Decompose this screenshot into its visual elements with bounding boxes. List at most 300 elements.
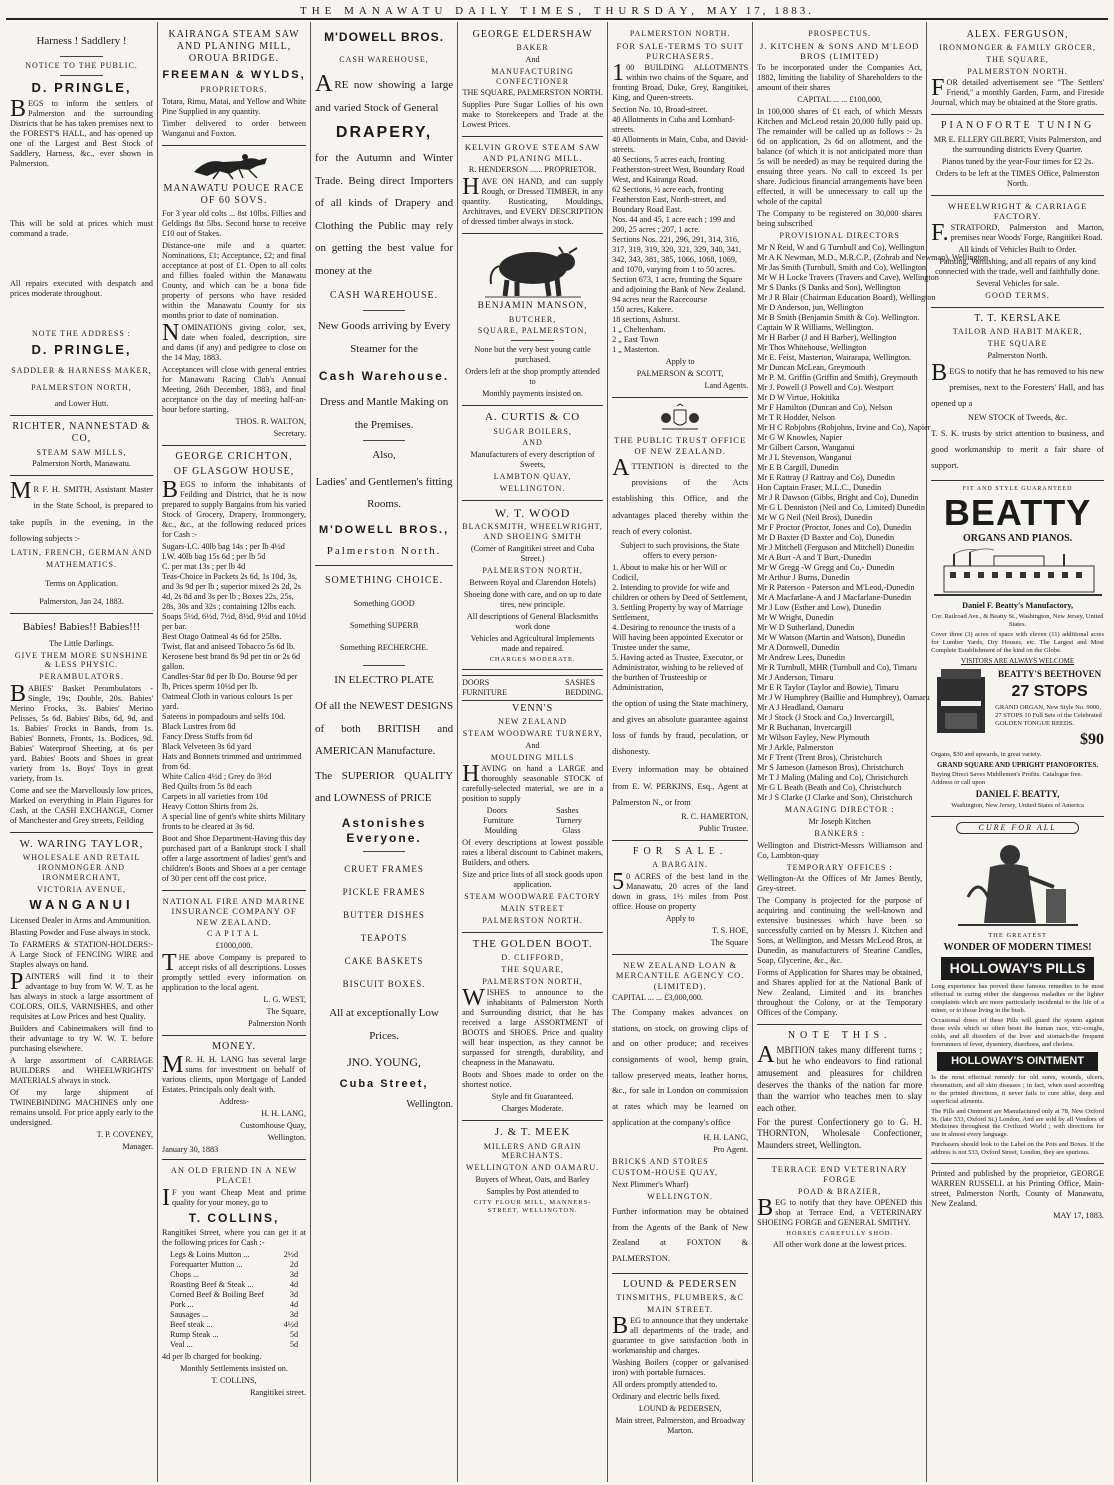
meat-price-row <box>162 1320 306 1330</box>
director-name: Mr T J Maling (Maling and Co), Christchurch <box>757 773 908 783</box>
ad-text: New Goods arriving by Every Steamer for the <box>317 320 451 355</box>
ad-kelvin-grove <box>462 137 603 234</box>
ad-maker: Daniel F. Beatty's Manufactory, <box>962 601 1074 611</box>
ad-town: Wellington. <box>406 1099 454 1111</box>
divider <box>363 310 404 311</box>
meat-price-cell: Rump Steak ... <box>170 1330 219 1340</box>
coat-of-arms-icon <box>658 404 702 432</box>
director-name: Mr R Turnbull, MHR (Turnbull and Co), Timaru <box>757 663 917 673</box>
ad-text: Orders left at the shop promptly attended to <box>465 367 600 387</box>
ad-town: Palmerston North <box>248 1018 307 1028</box>
ad-body: 100 BUILDING ALLOTMENTS within two chains of the Square, and fronting Broad, Duke, Grey, Rangitikei, King, and Queen-streets. <box>612 60 749 103</box>
ad-title: OF GLASGOW HOUSE, <box>173 465 295 477</box>
ad-cell: FURNITURE <box>462 688 507 698</box>
ad-body: THE above Company is prepared to accept risks of all descriptions. Losses promptly settled every information on application to the local agent. <box>162 949 307 992</box>
ad-title: AN OLD FRIEND IN A NEW PLACE! <box>170 1165 298 1186</box>
ad-text: Of all the NEWEST DESIGNS of both BRITISH and AMERICAN Manufacture. <box>315 700 454 758</box>
meat-price-cell: Veal ... <box>170 1340 193 1350</box>
column-1 <box>6 22 158 1482</box>
director-name: Mr J S Clarke (J Clarke and Son), Christchurch <box>757 793 913 803</box>
meat-price-row <box>162 1290 306 1300</box>
ad-factory: STEAM WOODWARE FACTORY <box>464 892 601 902</box>
director-name: Mr D Anderson, jun, Wellington <box>757 303 864 313</box>
column-3 <box>311 22 458 1482</box>
meat-price-cell: 5d <box>289 1330 299 1340</box>
meat-price-cell: 3d <box>289 1270 299 1280</box>
ad-sign: R. HENDERSON ...... PROPRIETOR. <box>468 165 597 175</box>
ad-note-this <box>757 1025 922 1158</box>
ad-terms: GOOD TERMS. <box>985 291 1050 301</box>
goods-cell: Doors <box>486 806 507 816</box>
ad-sub: GIVE THEM MORE SUNSHINE & LESS PHYSIC. <box>14 650 149 670</box>
ad-addr: The Square, <box>266 1006 307 1016</box>
ad-text: The Pills and Ointment are Manufactured only at 78, New Oxford St. (late 533, Oxford St.) London, And are sold by all Vendors of Medicines throughout the Civilized World ; with directions for use in almost every language. <box>931 1107 1104 1139</box>
price-list-item: Fancy Dress Stuffs from 6d <box>162 732 253 742</box>
plate-item: CRUET FRAMES <box>344 864 424 875</box>
ad-body: FOR detailed advertisement see "The Settlers' Friend," a monthly Garden, Farm, and Fireside Journal, which may be obtained at the Store gratis. <box>931 75 1104 108</box>
imprint <box>931 1164 1104 1227</box>
meat-price-row <box>162 1270 306 1280</box>
ad-addr: Cuba Street, <box>339 1077 429 1090</box>
ad-addr: Between Royal and Clarendon Hotels) <box>469 577 596 587</box>
ad-organ-text <box>991 667 1104 751</box>
ad-town: WANGANUI <box>29 897 134 913</box>
ad-town: PALMERSTON NORTH. <box>482 915 583 925</box>
ad-goods-table <box>462 806 603 836</box>
ad-header-table <box>462 675 603 701</box>
ad-text: Shoeing done with care, and on up to date tires, new principle. <box>463 589 602 609</box>
ad-title: J. KITCHEN & SONS AND M'LEOD BROS (LIMITED) <box>759 40 920 62</box>
ad-mdowell <box>315 24 453 566</box>
ad-body: BEG to notify that they have OPENED this shop at Terrace End, a VETERINARY SHOEING FORGE and GENERAL SMITHY. <box>757 1195 923 1228</box>
price-list-item: Bed Quilts from 5s 8d each <box>162 782 252 792</box>
ad-town: Palmerston North. <box>326 545 442 558</box>
ad-kerslake <box>931 308 1104 481</box>
ad-text: Acceptances will close with general entries for Manawatu Racing Club's Annual Meeting, 26th December, 1883, and final acceptance on the day of meeting half-an-hour before starting. <box>162 365 307 415</box>
ad-body: To be incorporated under the Companies Act, 1882, limiting the liability of Shareholders to the amount of their shares <box>757 63 923 93</box>
meat-price-cell: 4d <box>289 1280 299 1290</box>
ad-title: RICHTER, NANNESTAD & CO, <box>12 421 151 445</box>
director-name: Mr E R Taylor (Taylor and Bowie), Timaru <box>757 683 899 693</box>
ad-body: BABIES' Basket Perambulators - Single, 19s; Double, 20s. Babies' Merino Frocks, 3s. Babies' Merino Pelisses, 5s 6d. Babies' Bibs, 6d, 9d, and 1s. Babies' Frocks in Bands, from 1s. Babies' Bonnets, Fronts, 1s. Bodices, 9d. Babies' Waterproof Sheeting, at 6s per yard. Babies' Boots and Shoes in great variety from 1s. Boys' Toys in great variety, from 1s. <box>10 680 154 783</box>
director-name: Mr E B Cargill, Dunedin <box>757 463 839 473</box>
meat-price-list <box>162 1250 306 1350</box>
meat-price-cell: 3d <box>289 1290 299 1300</box>
ad-body: MR E. ELLERY GILBERT, Visits Palmerston, and the surrounding districts Every Quarter. <box>933 134 1102 154</box>
ad-sub: MILLERS AND GRAIN MERCHANTS. <box>483 1141 582 1161</box>
ad-sub: SUGAR BOILERS, <box>493 426 572 436</box>
ad-directors: PROVISIONAL DIRECTORS <box>779 231 900 241</box>
ad-body: BEGS to inform the settlers of Palmerston and the surrounding Districts that he has taken premises next to the FOREST'S HALL, and has opened up one of the Largest and Best Stock of Saddlery, Harness, &c., ever shown in Palmerston. <box>10 96 154 169</box>
ad-sign: T. COLLINS, <box>211 1376 257 1386</box>
beatty-logo: BEATTY <box>943 491 1092 533</box>
ad-title: FOR SALE. <box>632 845 728 857</box>
ad-great: THE GREATEST <box>988 931 1047 939</box>
ad-text: Buyers of Wheat, Oats, and Barley <box>475 1174 590 1184</box>
ad-addr: Address- <box>219 1097 249 1107</box>
ad-manson <box>462 234 603 406</box>
ad-text: Orders to be left at the TIMES Office, Palmerston North. <box>935 168 1100 188</box>
divider <box>363 665 404 666</box>
ad-bankers: BANKERS : <box>814 828 865 838</box>
director-name: Mr W G Neil (Neil Bros), Dunedin <box>757 513 873 523</box>
ad-town: PALMERSTON NORTH, <box>482 565 583 575</box>
director-name: Mr P. M. Griffin (Griffin and Smith), Greymouth <box>757 373 918 383</box>
ad-model: BEATTY'S BEETHOVEN <box>998 669 1102 680</box>
column-4 <box>458 22 608 1482</box>
plate-item: BISCUIT BOXES. <box>342 979 426 989</box>
director-name: Mr J Stock (J Stock and Co,) Invercargill, <box>757 713 895 723</box>
ad-cure: CURE FOR ALL <box>956 822 1079 834</box>
goods-row <box>462 826 603 836</box>
meat-price-cell: Forequarter Mutton ... <box>170 1260 243 1270</box>
ad-richter <box>10 416 153 476</box>
ad-name: GEORGE CRICHTON, <box>175 451 293 463</box>
director-name: Mr Duncan McLean, Greymouth <box>757 363 866 373</box>
ad-text: Vehicles and Agricultural Implements made and repaired. <box>470 633 595 653</box>
price-list-item: C. per mat 13s ; per lb 4d <box>162 562 246 572</box>
ad-title: MONEY. <box>212 1040 256 1052</box>
ad-subject: LATIN, FRENCH, GERMAN AND <box>10 547 153 557</box>
director-name: Mr A K Newman, M.D., M.R.C.P., (Zohrab and Newman), Wellington <box>757 253 989 263</box>
ad-text: The Company is projected for the purpose of acquiring and continuing the well-known and extensive businesses which have been so successfully carried on by Messrs J. Kitchen and Sons, at Wellington, and Messrs McLeod Bros, at Dunedin, as manufacturers of Stearine Candles, Soap, Glycerine, &c., &c. <box>757 896 923 966</box>
ad-text: Dress and Mantle Making on the Premises. <box>319 396 449 431</box>
ad-role: Land Agents. <box>704 381 749 391</box>
racehorse-illustration <box>189 152 279 180</box>
ad-role: Manager. <box>122 1142 154 1152</box>
director-name: Mr W Wright, Dunedin <box>757 613 834 623</box>
ad-amount: £1000,000. <box>215 940 253 950</box>
ad-street: MAIN STREET <box>500 904 565 914</box>
trust-option: 2. Intending to provide for wife and children or others by Deed of Settlement, <box>612 582 748 602</box>
ad-text: All other work done at the lowest prices. <box>773 1240 907 1250</box>
ad-addr: WELLINGTON AND OAMARU. <box>466 1163 600 1173</box>
meat-price-cell: 2d <box>289 1260 299 1270</box>
meat-price-cell: 2½d <box>283 1250 299 1260</box>
ad-holloway <box>931 817 1104 1164</box>
ad-text: Also, <box>372 449 396 462</box>
section-item: Section No. 10, Broad-street. <box>612 105 708 115</box>
ad-text: All repairs executed with despatch and prices moderate throughout. <box>10 279 154 299</box>
ad-text: NOMINATIONS giving color, sex, date when foaled, description, sire and dams (if any) and pedigree to close on the 14 May, 1883. <box>162 320 307 363</box>
section-item: 1 „ Cheltenham. <box>612 325 666 335</box>
ad-electro-plate <box>315 566 453 1118</box>
ad-name: T. T. KERSLAKE <box>974 313 1061 325</box>
ad-for-sale <box>612 841 748 955</box>
director-name: Mr B Smith (Benjamin Smith & Co). Wellington. <box>757 313 920 323</box>
price-list-item: Black Lustres from 8d <box>162 722 236 732</box>
ad-sub: STEAM SAW MILLS, <box>36 447 127 457</box>
meat-price-cell: 4½d <box>283 1320 299 1330</box>
ad-title: KELVIN GROVE STEAM SAW AND PLANING MILL. <box>464 142 601 163</box>
ad-sub: The Little Darlings. <box>49 638 114 648</box>
ad-sub: A BARGAIN. <box>652 860 709 870</box>
ad-body: IF you want Cheap Meat and prime quality for your money, go to <box>162 1184 307 1211</box>
ad-name: ALEX. FERGUSON, <box>966 29 1069 40</box>
ad-text: Pianos tuned by the year-Four times for £2 2s. <box>941 156 1094 166</box>
ad-sub: MANUFACTURING CONFECTIONER <box>491 66 574 86</box>
column-2 <box>158 22 311 1482</box>
ad-text: Samples by Post attended to <box>486 1186 579 1196</box>
director-name: Mr Andrew Lees, Dunedin <box>757 653 845 663</box>
ad-title: VENN'S <box>512 702 554 714</box>
ad-addr: THE SQUARE, <box>986 54 1049 64</box>
plate-item: TEAPOTS <box>360 933 408 944</box>
ad-text: Painting, Varnishing, and all repairs of any kind connected with the trade, well and faithfully done. <box>935 257 1100 277</box>
ad-addr: VICTORIA AVENUE, <box>36 884 127 894</box>
ad-title: FOR SALE-TERMS TO SUIT PURCHASERS. <box>616 40 744 62</box>
ad-title: TERRACE END VETERINARY FORGE <box>771 1163 908 1185</box>
ad-text: Of every descriptions at lowest possible rates a liberal discount to Cabinet makers, Builders, and others. <box>462 838 604 868</box>
ad-eldershaw <box>462 24 603 137</box>
ad-text: All descriptions of General Blacksmiths work done <box>466 611 599 631</box>
section-item: 40 Allotments in Cuba and Lombard-streets. <box>612 115 735 135</box>
ad-sign: M'DOWELL BROS., <box>318 523 450 536</box>
ad-title: M'DOWELL BROS. <box>324 30 445 44</box>
ad-and: And <box>525 740 540 750</box>
ad-text: Every information may be obtained from E. W. PERKINS, Esq., Agent at Palmerston N., or from <box>612 764 749 807</box>
ad-addr: LAMBTON QUAY, <box>493 472 572 482</box>
ad-ferguson <box>931 24 1104 115</box>
masthead <box>6 4 1108 20</box>
director-name: Mr A Macfarlane-A and J Macfarlane-Dunedin <box>757 593 912 603</box>
ad-text: Is the most effectual remedy for old sores, wounds, ulcers, rheumatism, and all skin diseases ; in fact, when used according to the printed directions, it never fails to cure alike, deep and superficial ailments. <box>931 1073 1104 1105</box>
ad-body: ATTENTION is directed to the provisions of the Acts establishing this Office, and the advantages placed thereby within the reach of every colonist. <box>612 455 749 536</box>
goods-row <box>462 806 603 816</box>
ad-sign: T. P. COVENEY, <box>96 1130 154 1140</box>
meat-price-row <box>162 1310 306 1320</box>
ad-title: LOUND & PEDERSEN <box>622 1278 738 1290</box>
ad-sub: PERAMBULATORS. <box>39 672 124 682</box>
ad-addr: Main street, Palmerston, and Broadway Marton. <box>615 1416 745 1436</box>
ad-name: D. PRINGLE, <box>31 341 132 357</box>
director-name: Mr J Anderson, Timaru <box>757 673 834 683</box>
ad-text: Boot and Shoe Department-Having this day purchased part of a Bankrupt stock I shall offer a large assortment of ladies' gent's and children's Boots and Shoes at a per centage of 30 per cent off the cost price. <box>162 834 307 884</box>
ad-title: PIANOFORTE TUNING <box>940 120 1095 132</box>
ad-sign: PALMERSON & SCOTT, <box>636 369 724 379</box>
ad-body: Supplies Pure Sugar Lollies of his own make to Storekeepers and Trade at the Lowest Prices. <box>462 100 604 130</box>
trust-option: 3. Settling Property by way of Marriage Settlement, <box>612 602 743 622</box>
goods-cell: Furniture <box>483 816 514 826</box>
ad-body: The Company makes advances on stations, on stock, on growing clips of and on other produce; and receives consignments of wool, hemp grain, tallow preserved meats, leather horns, &c., for sale in London on commission at rates which may be learned on application at the company's office <box>612 1006 749 1127</box>
ad-title: J. & T. MEEK <box>494 1126 571 1139</box>
ad-sub: BLACKSMITH, WHEELWRIGHT, AND SHOEING SMITH <box>462 522 603 542</box>
ad-text: CITY FLOUR MILL, MANNERS-STREET, WELLINGTON. <box>473 1198 592 1214</box>
director-name: Mr E. Feist, Masterton, Wairarapa, Wellington. <box>757 353 912 363</box>
ad-body: ARE now showing a large and varied Stock of General <box>315 71 454 114</box>
ad-body: BEGS to inform the inhabitants of Feilding and District, that he is now prepared to supply Bargains from his varied Stock of Grocery, Drapery, Ironmongery, &c., &c., at the following reduced prices for Cash :- <box>162 477 307 540</box>
meat-price-row <box>162 1340 306 1350</box>
ad-title: W. T. WOOD <box>494 505 571 520</box>
divider <box>60 75 103 76</box>
ad-sub: BAKER <box>516 43 549 53</box>
ad-sign: H. H. LANG, <box>703 1132 749 1142</box>
ad-sign: LOUND & PEDERSEN, <box>638 1404 722 1414</box>
goods-cell: Turnery <box>555 816 582 826</box>
director-name: Mr S Jameson (Jameson Bros), Christchurch <box>757 763 904 773</box>
hygieia-illustration <box>958 837 1078 929</box>
ad-text: Timber delivered to order between Wanganui and Foxton. <box>162 118 307 138</box>
director-name: Mr T R Hodder, Nelson <box>757 413 836 423</box>
ad-addr: The Square <box>710 937 749 947</box>
column-5 <box>608 22 753 1482</box>
column-7 <box>927 22 1108 1482</box>
ad-text: Wellington and District-Messrs Williamson and Co, Lambton-quay <box>757 840 923 860</box>
organ-illustration <box>931 667 991 737</box>
meat-price-row <box>162 1260 306 1270</box>
ad-role: Secretary. <box>273 429 307 439</box>
price-list-item: Teas-Choice in Packets 2s 6d, 1s 10d, 3s, and 3s 9d per lb ; superior mixed 2s 2d, 2s 4d, 2s 8d and 3s per lb ; Boxes 22s, 25s, 28s, 30s and 32s ; containing 12lbs each. <box>162 572 301 612</box>
ad-addr: Next Plimmer's Wharf) <box>612 1180 689 1190</box>
ad-sub: WHOLESALE AND RETAIL IRONMONGER AND IRONMERCHANT, <box>22 853 141 882</box>
ad-head: PALMERSTON NORTH. <box>629 29 731 38</box>
ad-addr: CUSTOM-HOUSE QUAY, <box>612 1168 718 1178</box>
ad-name: FREEMAN & WYLDS, <box>162 68 306 81</box>
director-name: Mr W Gregg -W Gregg and Co,- Dunedin <box>757 563 895 573</box>
price-list-item: White Calico 4½d ; Grey do 3½d <box>162 772 272 782</box>
ad-babies <box>10 614 153 833</box>
ad-national-insurance <box>162 891 306 1036</box>
price-list-item: I.W. 40lb bag 15s 6d ; per lb 5d <box>162 552 266 562</box>
ad-title: GEORGE ELDERSHAW <box>472 29 593 40</box>
ad-body: Totara, Rimu, Matai, and Yellow and White Pine Supplied in any quantity. <box>162 96 307 116</box>
ad-sub: TINSMITHS, PLUMBERS, &C <box>616 1292 744 1302</box>
ad-text: Licensed Dealer in Arms and Ammunition. <box>10 916 151 926</box>
ad-addr: Washington, New Jersey, United States of America <box>951 802 1084 810</box>
ad-text: In 100,000 shares of £1 each, of which Messrs Kitchen and McLeod retain 20,000 fully paid up. The remainder will be called up as follows :- 2s 6d on application, 2s 6d on allotment, and the balance (of which it is not anticipated more than 5s will be needed) as may be required during the ensuing three years. No call to exceed 1s per share. Judicious financial arrangements have been effected, it will be unnecessary to call up the whole of the capital <box>757 107 923 207</box>
ad-title: NOTE THIS. <box>787 1030 892 1042</box>
ad-date: Palmerston, Jan 24, 1883. <box>39 597 124 607</box>
ad-piano: GRAND SQUARE AND UPRIGHT PIANOFORTES. <box>936 760 1099 769</box>
bull-illustration <box>483 240 583 298</box>
price-list-item: Hats and Bonnets trimmed and untrimmed from 6d. <box>162 752 302 772</box>
meat-price-cell: 3d <box>289 1310 299 1320</box>
section-item: Sections Nos. 221, 296, 291, 314, 316, 317, 319, 319, 320, 321, 329, 340, 341, 342, 343, 381, 385, 1066, 1068, 1069, and 1070, varying from 1 to 50 acres. <box>612 235 742 275</box>
director-name: Mr R Paterson - Paterson and M'Leod,-Dunedin <box>757 583 915 593</box>
director-name: Mr A Burt -A and T Burt,-Dunedin <box>757 553 872 563</box>
ad-sub: CASH WAREHOUSE, <box>339 54 429 64</box>
imprint-text: Printed and published by the proprietor, GEORGE WARREN RUSSELL at his Printing Office, Main-street, Palmerston North, County of Manawatu, New Zealand. <box>931 1169 1104 1209</box>
director-name: Mr W D Sutherland, Dunedin <box>757 623 855 633</box>
ad-lound-pedersen <box>612 1274 748 1443</box>
trust-option: 4. Desiring to renounce the trusts of a Will having been appointed Executor or Trustee under the same, <box>612 622 743 652</box>
section-item: 40 Allotments in Main, Cuba, and David-streets. <box>612 135 749 155</box>
ad-line: Something GOOD <box>353 598 415 608</box>
ad-left-col <box>462 678 507 698</box>
director-name: Mr W H Locke Travers (Travers and Cave), Wellington <box>757 273 939 283</box>
ad-text: Forms of Application for Shares may be obtained, and Shares applied for at the National Bank of New Zealand, Limited and its branches throughout the Colony, or at the Temporary Offices of the Company. <box>757 968 923 1018</box>
ad-town: Palmerston North. <box>987 350 1048 360</box>
ad-title: WHEELWRIGHT & CARRIAGE FACTORY. <box>947 200 1088 221</box>
ad-line: Something SUPERB <box>349 620 419 630</box>
ad-title: MANAWATU POUCE RACE OF 60 SOVS. <box>163 182 305 206</box>
ad-text: the option of using the State machinery, and gives an absolute guarantee against loss of funds by fraud, peculation, or dishonesty. <box>612 697 749 757</box>
director-name: Mr N Reid, W and G Turnbull and Co), Wellington <box>757 243 925 253</box>
ad-text: Ordinary and electric bells fixed. <box>612 1392 721 1402</box>
director-name: Mr J Low (Esther and Low), Dunedin <box>757 603 882 613</box>
price-list-item: Best Otago Oatmeal 4s 6d for 25lbs. <box>162 632 282 642</box>
ad-drapery: DRAPERY, <box>335 124 433 142</box>
ad-text: Buying Direct Saves Middlemen's Profits. Catalogue free. Address or call upon <box>931 771 1083 787</box>
price-list-item: Soaps 5½d, 6½d, 7½d, 8½d, 9½d and 10½d per bar. <box>162 612 306 632</box>
director-name: Mr Thos Whitehouse, Wellington <box>757 343 867 353</box>
ad-organ: GRAND ORGAN, New Style No. 9000, 27 STOPS 10 Full Sets of the Celebrated GOLDEN TONGUE REEDS. <box>995 703 1102 727</box>
ad-text: Monthly payments insisted on. <box>482 389 584 399</box>
director-name: Mr H Barber (J and H Barber), Wellington <box>757 333 897 343</box>
ad-text: Size and price lists of all stock goods upon application. <box>462 870 603 890</box>
price-list-item: Twist, flat and aniseed Tobacco 5s 6d lb. <box>162 642 296 652</box>
meat-price-row <box>162 1250 306 1260</box>
ad-text: To FARMERS & STATION-HOLDERS:- A Large Stock of FENCING WIRE and Staples always on hand. <box>10 940 154 970</box>
ad-kairanga <box>162 24 306 146</box>
ad-notice: NOTICE TO THE PUBLIC. <box>25 61 138 71</box>
plate-item: BUTTER DISHES <box>343 910 425 921</box>
ad-addr: THE SQUARE <box>987 339 1048 349</box>
meat-price-cell: Chops ... <box>170 1270 200 1280</box>
price-list-item: A special line of gent's white shirts Military fronts to be cleared at 3s 6d. <box>162 812 306 832</box>
director-name: Mr Arthur J Burns, Dunedin <box>757 573 850 583</box>
ad-sub: ORGANS AND PIANOS. <box>962 532 1073 544</box>
section-item: 62 Sections, ½ acre each, fronting Featherston East, North-street, and Boundary Road East. <box>612 185 727 215</box>
meat-price-cell: Beef steak ... <box>170 1320 213 1330</box>
ad-text: 4d per lb charged for booking. <box>162 1352 262 1362</box>
ad-text: Occasional doses of these Pills will guard the system against those evils which so often beset the human race, viz:-coughs, colds, and all disorders of the liver and stomach-the frequent forerunners of fever, dysentery, diarrhoea, and cholera. <box>931 1016 1104 1048</box>
ad-text: The Company to be registered on 30,000 shares being subscribed <box>757 209 923 229</box>
ad-text: T. S. K. trusts by strict attention to business, and good workmanship to merit a fair share of support. <box>931 428 1104 471</box>
price-list-item: Kerosene best brand 8s 9d per tin or 2s 6d gallon. <box>162 652 301 672</box>
ad-name: D. CLIFFORD, <box>501 953 564 963</box>
ad-sign: THOS. R. WALTON, <box>235 417 307 427</box>
divider <box>363 851 404 852</box>
ad-body: WISHES to announce to the inhabitants of Palmerston North and Surrounding district, that he has received a large ASSORTMENT of BOOTS and SHOES. Price and quality will bear inspection, as they cannot be surpassed for strength, durability, and cheapness in the Manawatu. <box>462 985 604 1068</box>
director-name: Mr J R Dawson (Gibbs, Bright and Co), Dunedin <box>757 493 919 503</box>
price-list-item: Sateens in pompadours and selfs 10d. <box>162 712 286 722</box>
ad-text: Builders and Cabinetmakers will find to their advantage to try W. W. T. before purchasing elsewhere. <box>10 1024 154 1054</box>
director-name: Captain W R Williams, Wellington. <box>757 323 874 333</box>
ad-title: KAIRANGA STEAM SAW AND PLANING MILL, OROUA BRIDGE. <box>168 29 300 65</box>
ad-sub: STEAM WOODWARE TURNERY, <box>462 728 603 738</box>
ad-public-trust <box>612 398 748 840</box>
plate-items <box>315 864 453 990</box>
ad-text: Subject to such provisions, the State offers to every person- <box>620 540 740 560</box>
ad-line: Something RECHERCHE. <box>339 642 429 652</box>
ad-title: Harness ! Saddlery ! <box>36 35 127 47</box>
ad-sign: DANIEL F. BEATTY, <box>975 789 1060 800</box>
ad-town: WELLINGTON. <box>647 1192 713 1202</box>
ad-sign: L. G. WEST, <box>263 994 307 1004</box>
divider <box>511 340 553 341</box>
section-item: 1 „ Masterton. <box>612 345 660 355</box>
ad-note: NOTE THE ADDRESS : <box>32 329 131 339</box>
meat-price-row <box>162 1330 306 1340</box>
meat-price-cell: 5d <box>289 1340 299 1350</box>
ad-capital: CAPITAL <box>206 929 262 939</box>
ad-text: NEW STOCK of Tweeds, &c. <box>968 413 1068 423</box>
section-item: 18 sections, Ashurst. <box>612 315 680 325</box>
director-name: Mr Jas Smith (Turnbull, Smith and Co), Wellington <box>757 263 926 273</box>
section-item: Nos. 44 and 45, 1 acre each ; 199 and 200, 25 acres ; 207, 1 acre. <box>612 215 736 235</box>
ad-visitors: VISITORS ARE ALWAYS WELCOME <box>961 656 1075 665</box>
ad-addr: Rangitikei street. <box>250 1388 307 1398</box>
goods-cell: Moulding <box>484 826 518 836</box>
columns <box>6 22 1108 1482</box>
sections-list <box>612 105 748 355</box>
ad-body: BEG to announce that they undertake all departments of the trade, and guarantee to give satisfaction both in workmanship and charges. <box>612 1313 749 1356</box>
ad-title: NATIONAL FIRE AND MARINE INSURANCE COMPANY OF NEW ZEALAND. <box>162 896 306 927</box>
ad-name: POAD & BRAZIER, <box>798 1186 882 1196</box>
goods-cell: Glass <box>562 826 581 836</box>
ad-taylor <box>10 833 153 1158</box>
